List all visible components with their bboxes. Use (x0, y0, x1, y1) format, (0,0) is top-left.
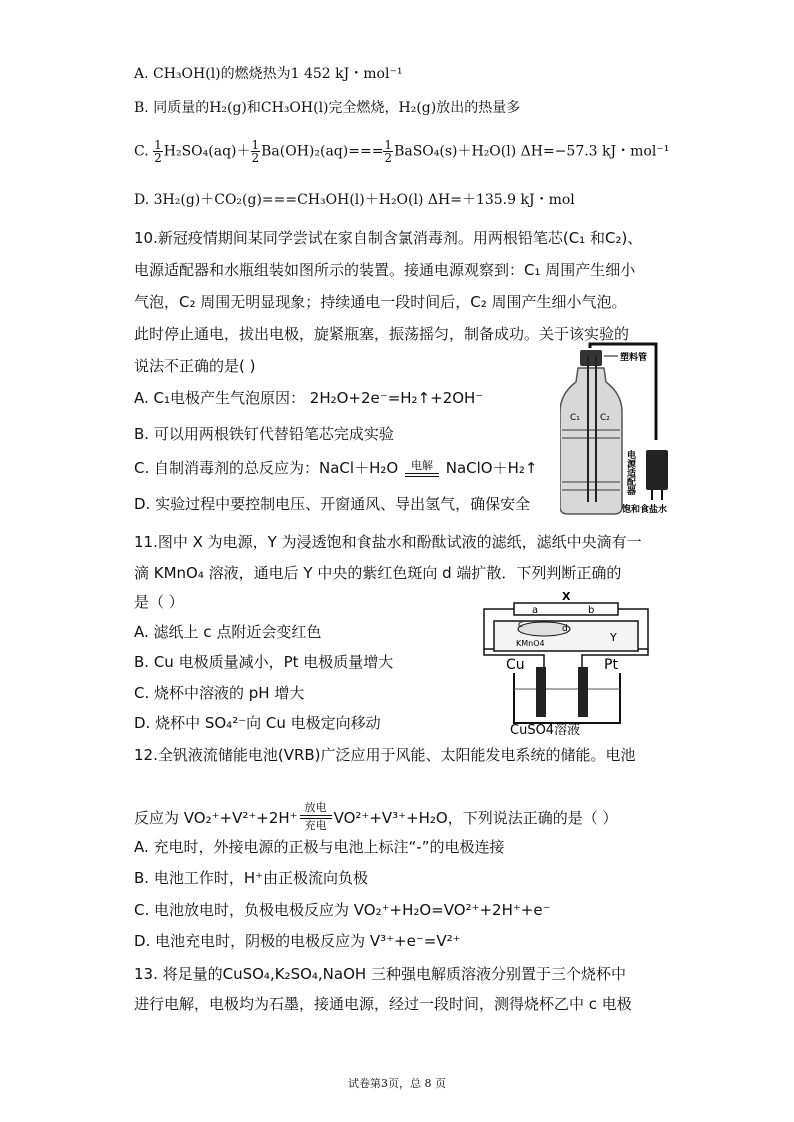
q12-stem-line1: 12.全钒液流储能电池(VRB)广泛应用于风能、太阳能发电系统的储能。电池 (134, 746, 636, 764)
q10-stem-line5: 说法不正确的是( ) (134, 357, 256, 375)
q10-bottle-figure (560, 342, 690, 520)
label-b: b (588, 605, 595, 616)
q10-stem-line1: 10.新冠疫情期间某同学尝试在家自制含氯消毒剂。用两根铅笔芯(C₁ 和C₂)、 (134, 229, 643, 247)
label-cu: Cu (506, 657, 525, 673)
q12-option-b: B. 电池工作时，H⁺由正极流向负极 (134, 869, 369, 887)
q11-electrolysis-figure (474, 589, 660, 735)
q10-stem-line3: 气泡，C₂ 周围无明显现象；持续通电一段时间后，C₂ 周围产生细小气泡。 (134, 293, 627, 311)
q10-option-a: A. C₁电极产生气泡原因： 2H₂O+2e⁻=H₂↑+2OH⁻ (134, 389, 484, 407)
power-adapter (646, 450, 668, 490)
q10-stem-line2: 电源适配器和水瓶组装如图所示的装置。接通电源观察到：C₁ 周围产生细小 (134, 261, 636, 279)
label-c2: C₂ (600, 413, 610, 423)
label-cuso4: CuSO4溶液 (510, 723, 581, 735)
label-kmno4: KMnO4 (516, 639, 545, 648)
q11-option-b: B. Cu 电极质量减小，Pt 电极质量增大 (134, 653, 394, 671)
label-a: a (532, 605, 539, 616)
fraction-half: $\frac{1}{2}$ (384, 138, 393, 165)
power-source-x (514, 603, 618, 615)
label-saltwater: 饱和食盐水 (622, 505, 668, 515)
q9-option-b: B. 同质量的H₂(g)和CH₃OH(l)完全燃烧，H₂(g)放出的热量多 (134, 100, 521, 116)
pt-electrode (578, 667, 588, 717)
q9-option-d: D. 3H₂(g)＋CO₂(g)===CH₃OH(l)＋H₂O(l) ΔH=＋135.9 kJ・mol (134, 192, 575, 208)
q11-stem-line1: 11.图中 X 为电源，Y 为浸透饱和食盐水和酚酞试液的滤纸，滤纸中央滴有一 (134, 533, 642, 551)
cu-electrode (536, 667, 546, 717)
q12-option-d: D. 电池充电时，阴极的电极反应为 V³⁺+e⁻=V²⁺ (134, 932, 461, 950)
q12-option-c: C. 电池放电时，负极电极反应为 VO₂⁺+H₂O=VO²⁺+2H⁺+e⁻ (134, 901, 551, 919)
q13-stem-line1: 13. 将足量的CuSO₄,K₂SO₄,NaOH 三种强电解质溶液分别置于三个烧杯中 (134, 965, 626, 983)
q11-option-c: C. 烧杯中溶液的 pH 增大 (134, 684, 305, 702)
label-y: Y (610, 631, 617, 644)
label-c1: C₁ (570, 413, 580, 423)
page-footer: 试卷第3页，总 8 页 (348, 1077, 446, 1090)
discharge-charge-arrow: 放电 充电 (300, 802, 332, 832)
label-x: X (562, 590, 571, 603)
q10-stem-line4: 此时停止通电，拔出电极，旋紧瓶塞，振荡摇匀，制备成功。关于该实验的 (134, 325, 630, 343)
q9-option-c: C. $\frac{1}{2}$ H₂SO₄(aq)＋ $\frac{1}{2}$ Ba(OH)₂(aq)=== $\frac{1}{2}$ BaSO₄(s)＋H₂O(l) ΔH=−57.3 kJ・mol⁻¹ (134, 138, 670, 165)
q9-option-c-label: C. (134, 143, 149, 160)
label-pt: Pt (604, 657, 618, 673)
q12-option-a: A. 充电时，外接电源的正极与电池上标注“-”的电极连接 (134, 838, 505, 856)
q10-option-c: C. 自制消毒剂的总反应为：NaCl＋H₂O 电解 NaClO＋H₂↑ (134, 458, 538, 477)
q11-stem-line2: 滴 KMnO₄ 溶液，通电后 Y 中央的紫红色斑向 d 端扩散．下列判断正确的 (134, 564, 622, 582)
label-adapter: 电源适配器 (625, 450, 635, 495)
fraction-half: $\frac{1}{2}$ (251, 138, 260, 165)
q11-stem-line3: 是（ ） (134, 593, 184, 611)
label-d: d (562, 624, 568, 634)
q11-option-d: D. 烧杯中 SO₄²⁻向 Cu 电极定向移动 (134, 714, 381, 732)
q10-option-d: D. 实验过程中要控制电压、开窗通风、导出氢气，确保安全 (134, 495, 531, 513)
bottle-cap (580, 350, 602, 366)
q9-option-a: A. CH₃OH(l)的燃烧热为1 452 kJ・mol⁻¹ (134, 66, 403, 82)
q10-option-b: B. 可以用两根铁钉代替铅笔芯完成实验 (134, 425, 394, 443)
label-tube: 塑料管 (620, 353, 648, 363)
q12-equation: 反应为 VO₂⁺+V²⁺+2H⁺ 放电 充电 VO²⁺+V³⁺+H₂O，下列说法正确的是（ ） (134, 801, 618, 832)
fraction-half: $\frac{1}{2}$ (154, 138, 162, 165)
bottle-body (560, 368, 622, 514)
beaker (514, 673, 620, 723)
q13-stem-line2: 进行电解，电极均为石墨，接通电源，经过一段时间，测得烧杯乙中 c 电极 (134, 995, 632, 1013)
electrolysis-arrow: 电解 (405, 460, 439, 478)
label-c: c (518, 620, 523, 630)
q11-option-a: A. 滤纸上 c 点附近会变红色 (134, 623, 322, 641)
